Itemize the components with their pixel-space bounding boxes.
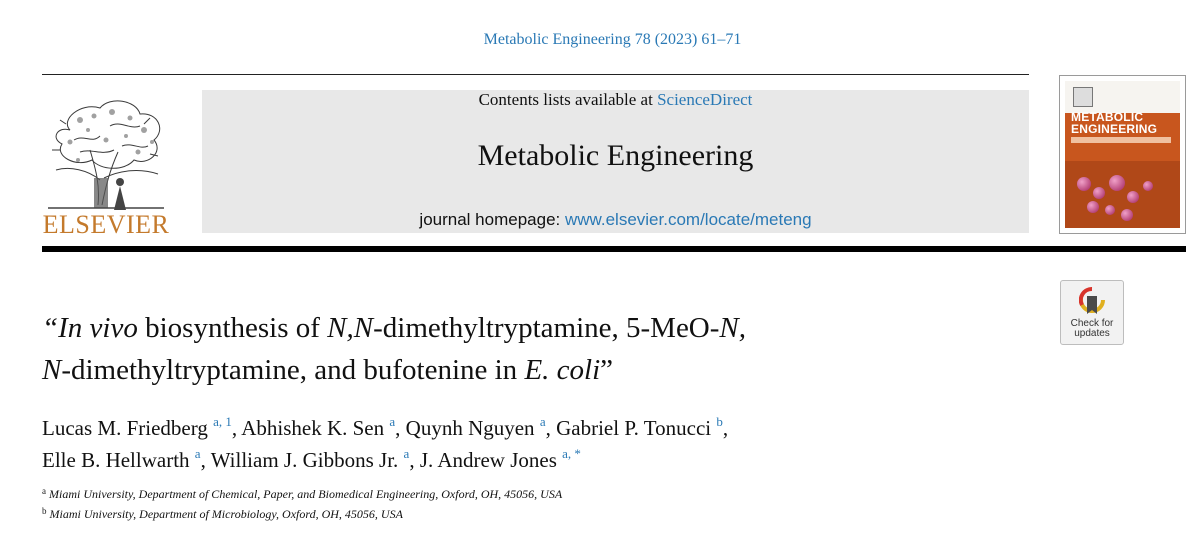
journal-title: Metabolic Engineering: [477, 139, 754, 172]
author-sep: ,: [200, 448, 211, 472]
affiliation-text: Miami University, Department of Chemical, Paper, and Biomedical Engineering, Oxford, OH, 45056, USA: [49, 487, 563, 501]
author-sep: ,: [722, 416, 729, 440]
title-part2: -dimethyltryptamine, 5-MeO-: [373, 312, 720, 344]
author-list: [42, 412, 1042, 476]
title-ecoli: E. coli: [524, 354, 601, 386]
homepage-line: [202, 210, 1029, 230]
author-name[interactable]: Abhishek K. Sen: [241, 416, 385, 440]
contents-line: [202, 90, 1029, 110]
affiliation-b: [42, 507, 1042, 522]
title-n-a: N,: [719, 312, 747, 344]
author-sep: ,: [395, 416, 406, 440]
cover-title-line1: METABOLIC: [1071, 110, 1144, 124]
title-quote-open: “: [42, 312, 59, 344]
title-n-b: N: [42, 354, 62, 386]
author-affiliation-ref[interactable]: b: [716, 414, 723, 429]
title-part3: -dimethyltryptamine, and bufotenine in: [61, 354, 525, 386]
cover-title-line2: ENGINEERING: [1071, 122, 1158, 136]
check-updates-icon: [1079, 287, 1105, 317]
affiliation-text: Miami University, Department of Microbiology, Oxford, OH, 45056, USA: [49, 507, 403, 521]
affiliation-label: a: [42, 486, 46, 496]
author-affiliation-ref[interactable]: a: [539, 414, 546, 429]
author-name[interactable]: William J. Gibbons Jr.: [210, 448, 399, 472]
author-name[interactable]: Gabriel P. Tonucci: [556, 416, 712, 440]
article-title: [42, 307, 1042, 391]
author-sep: ,: [545, 416, 557, 440]
journal-cover-image[interactable]: [1059, 75, 1186, 234]
cover-logo-icon: [1073, 87, 1093, 107]
title-quote-close: ”: [600, 354, 614, 386]
homepage-prefix: journal homepage:: [419, 210, 565, 229]
elsevier-wordmark: ELSEVIER: [42, 210, 170, 239]
journal-homepage-link[interactable]: www.elsevier.com/locate/meteng: [564, 210, 812, 229]
author-sep: ,: [409, 448, 420, 472]
title-in-vivo: In vivo: [58, 312, 138, 344]
journal-reference-link[interactable]: Metabolic Engineering 78 (2023) 61–71: [483, 31, 742, 48]
author-affiliation-ref[interactable]: a, 1: [213, 414, 232, 429]
author-name[interactable]: Quynh Nguyen: [405, 416, 535, 440]
header-divider-thick: [42, 246, 1186, 252]
sciencedirect-link[interactable]: ScienceDirect: [657, 90, 753, 109]
title-nn: N,N: [327, 312, 374, 344]
author-affiliation-ref[interactable]: a, *: [562, 446, 581, 461]
affiliation-label: b: [42, 506, 47, 516]
author-sep: ,: [231, 416, 242, 440]
check-updates-line2: updates: [1074, 328, 1110, 339]
check-for-updates-button[interactable]: [1060, 280, 1124, 345]
author-affiliation-ref[interactable]: a: [403, 446, 410, 461]
author-affiliation-ref[interactable]: a: [389, 414, 396, 429]
header-divider-thin: [42, 74, 1029, 75]
author-name[interactable]: Lucas M. Friedberg: [42, 416, 208, 440]
contents-prefix: Contents lists available at: [478, 90, 658, 109]
author-name[interactable]: J. Andrew Jones: [419, 448, 557, 472]
check-updates-line1: Check for: [1070, 318, 1114, 329]
author-name[interactable]: Elle B. Hellwarth: [42, 448, 190, 472]
author-affiliation-ref[interactable]: a: [194, 446, 201, 461]
affiliation-a: [42, 487, 1042, 502]
title-part1: biosynthesis of: [137, 312, 328, 344]
